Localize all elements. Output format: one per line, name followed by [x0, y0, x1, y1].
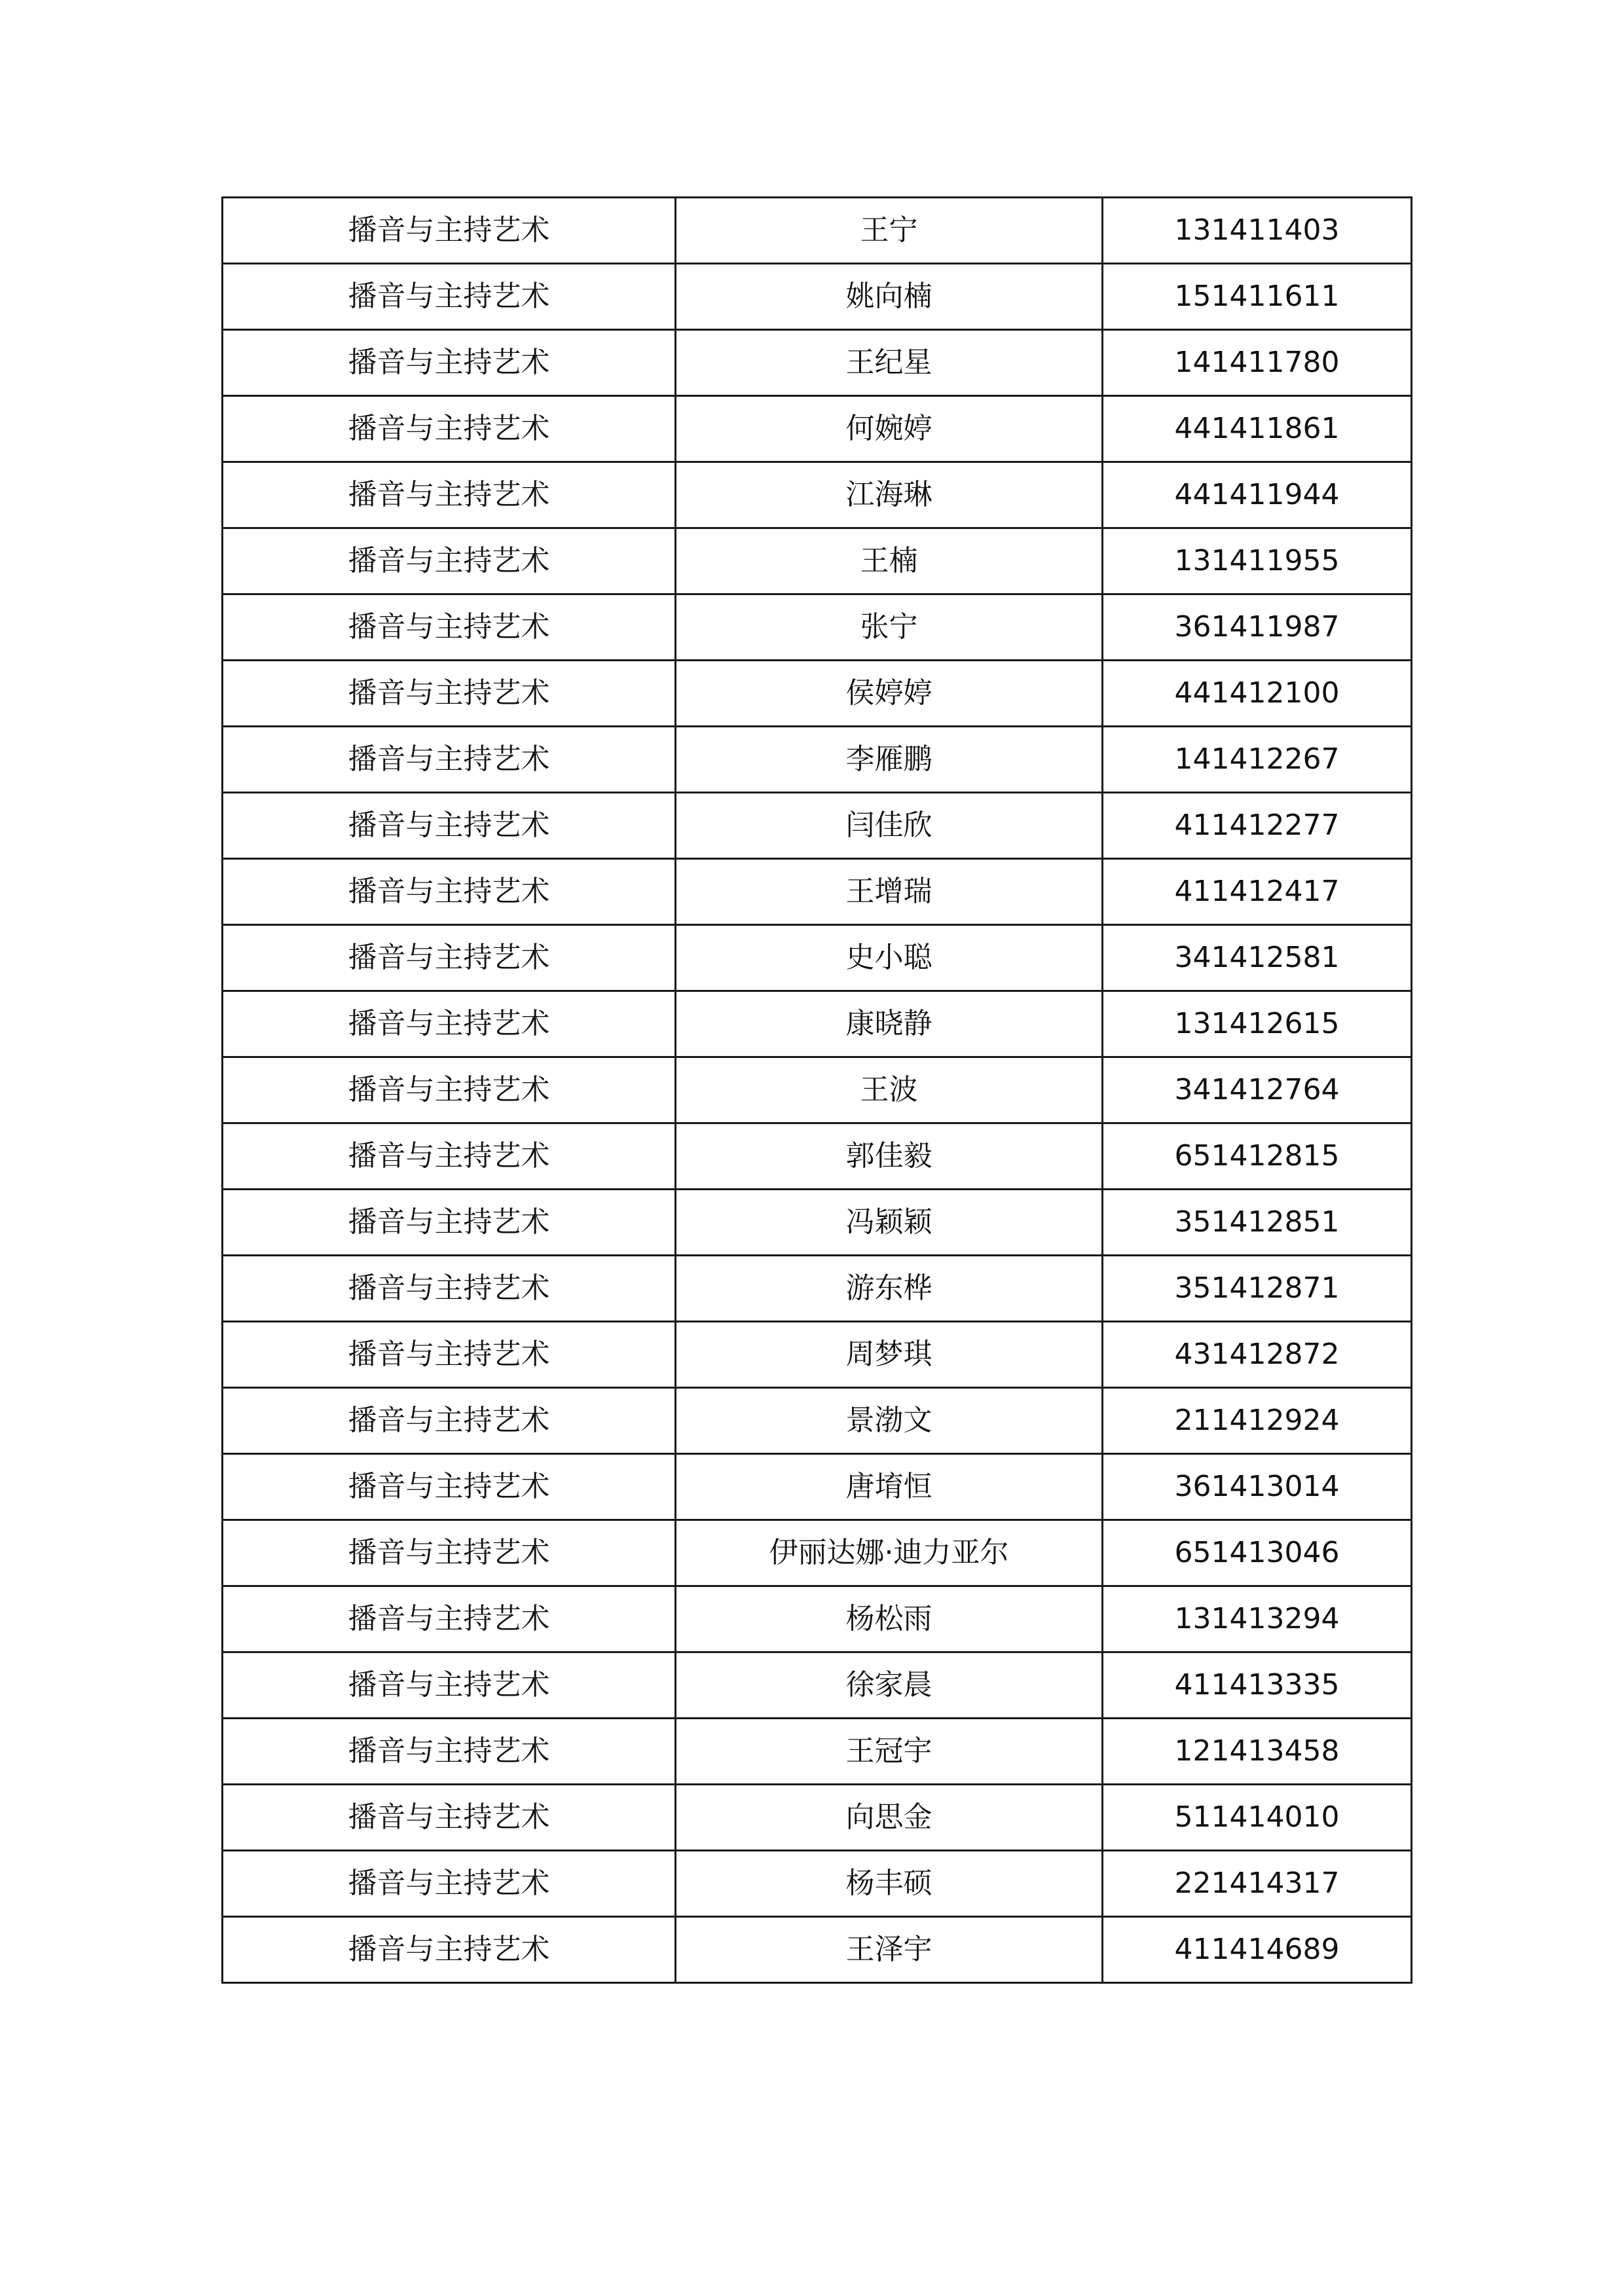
name-cell: 景渤文 — [676, 1388, 1103, 1454]
table-row — [223, 330, 1412, 396]
candidate-id-cell: 411413335 — [1103, 1652, 1412, 1719]
table-row — [223, 396, 1412, 462]
name-cell: 王楠 — [676, 528, 1103, 594]
candidate-id-cell: 441411861 — [1103, 396, 1412, 462]
candidate-id-cell: 511414010 — [1103, 1785, 1412, 1851]
candidate-id-cell: 221414317 — [1103, 1851, 1412, 1917]
major-cell: 播音与主持艺术 — [223, 594, 676, 661]
table-row — [223, 1851, 1412, 1917]
candidate-id-cell: 121413458 — [1103, 1719, 1412, 1785]
major-cell: 播音与主持艺术 — [223, 1851, 676, 1917]
major-cell: 播音与主持艺术 — [223, 1520, 676, 1586]
name-cell: 杨丰硕 — [676, 1851, 1103, 1917]
name-cell: 康晓静 — [676, 991, 1103, 1057]
candidate-id-cell: 341412581 — [1103, 925, 1412, 991]
candidate-id-cell: 341412764 — [1103, 1057, 1412, 1123]
major-cell: 播音与主持艺术 — [223, 1057, 676, 1123]
candidate-id-cell: 651413046 — [1103, 1520, 1412, 1586]
major-cell: 播音与主持艺术 — [223, 1388, 676, 1454]
table-row — [223, 1322, 1412, 1388]
candidate-id-cell: 131411403 — [1103, 198, 1412, 264]
table-row — [223, 1454, 1412, 1520]
major-cell: 播音与主持艺术 — [223, 859, 676, 925]
major-cell: 播音与主持艺术 — [223, 462, 676, 528]
table-row — [223, 1123, 1412, 1190]
table-row — [223, 1256, 1412, 1322]
name-cell: 李雁鹏 — [676, 727, 1103, 793]
major-cell: 播音与主持艺术 — [223, 1190, 676, 1256]
major-cell: 播音与主持艺术 — [223, 396, 676, 462]
table-row — [223, 594, 1412, 661]
table-row — [223, 264, 1412, 330]
name-cell: 史小聪 — [676, 925, 1103, 991]
table-row — [223, 1190, 1412, 1256]
table-row — [223, 727, 1412, 793]
candidate-id-cell: 351412851 — [1103, 1190, 1412, 1256]
name-cell: 王纪星 — [676, 330, 1103, 396]
candidate-id-cell: 411412417 — [1103, 859, 1412, 925]
name-cell: 郭佳毅 — [676, 1123, 1103, 1190]
name-cell: 王泽宇 — [676, 1917, 1103, 1983]
major-cell: 播音与主持艺术 — [223, 264, 676, 330]
candidate-id-cell: 361411987 — [1103, 594, 1412, 661]
major-cell: 播音与主持艺术 — [223, 925, 676, 991]
name-cell: 王宁 — [676, 198, 1103, 264]
table-row — [223, 1785, 1412, 1851]
candidate-id-cell: 131413294 — [1103, 1586, 1412, 1652]
major-cell: 播音与主持艺术 — [223, 330, 676, 396]
name-cell: 姚向楠 — [676, 264, 1103, 330]
name-cell: 闫佳欣 — [676, 793, 1103, 859]
major-cell: 播音与主持艺术 — [223, 1322, 676, 1388]
name-cell: 徐家晨 — [676, 1652, 1103, 1719]
name-cell: 向思金 — [676, 1785, 1103, 1851]
name-cell: 张宁 — [676, 594, 1103, 661]
name-cell: 王波 — [676, 1057, 1103, 1123]
table-row — [223, 1388, 1412, 1454]
table-row — [223, 661, 1412, 727]
candidate-id-cell: 411412277 — [1103, 793, 1412, 859]
major-cell: 播音与主持艺术 — [223, 793, 676, 859]
major-cell: 播音与主持艺术 — [223, 1652, 676, 1719]
candidate-id-cell: 141412267 — [1103, 727, 1412, 793]
major-cell: 播音与主持艺术 — [223, 528, 676, 594]
major-cell: 播音与主持艺术 — [223, 661, 676, 727]
table-row — [223, 991, 1412, 1057]
name-cell: 杨松雨 — [676, 1586, 1103, 1652]
candidate-id-cell: 441412100 — [1103, 661, 1412, 727]
table-row — [223, 462, 1412, 528]
table-row — [223, 859, 1412, 925]
candidate-id-cell: 361413014 — [1103, 1454, 1412, 1520]
candidate-id-cell: 141411780 — [1103, 330, 1412, 396]
major-cell: 播音与主持艺术 — [223, 1454, 676, 1520]
major-cell: 播音与主持艺术 — [223, 1785, 676, 1851]
table-body — [223, 198, 1412, 1983]
name-cell: 王冠宇 — [676, 1719, 1103, 1785]
major-cell: 播音与主持艺术 — [223, 727, 676, 793]
candidate-id-cell: 351412871 — [1103, 1256, 1412, 1322]
table-row — [223, 198, 1412, 264]
name-cell: 伊丽达娜·迪力亚尔 — [676, 1520, 1103, 1586]
table-row — [223, 1520, 1412, 1586]
table-row — [223, 1652, 1412, 1719]
name-cell: 王增瑞 — [676, 859, 1103, 925]
admission-list-table — [221, 196, 1412, 1984]
candidate-id-cell: 651412815 — [1103, 1123, 1412, 1190]
table-row — [223, 1917, 1412, 1983]
name-cell: 冯颖颖 — [676, 1190, 1103, 1256]
major-cell: 播音与主持艺术 — [223, 1123, 676, 1190]
candidate-id-cell: 431412872 — [1103, 1322, 1412, 1388]
candidate-id-cell: 131411955 — [1103, 528, 1412, 594]
major-cell: 播音与主持艺术 — [223, 1719, 676, 1785]
major-cell: 播音与主持艺术 — [223, 1256, 676, 1322]
name-cell: 周梦琪 — [676, 1322, 1103, 1388]
name-cell: 唐堉恒 — [676, 1454, 1103, 1520]
name-cell: 游东桦 — [676, 1256, 1103, 1322]
table-row — [223, 793, 1412, 859]
table-row — [223, 528, 1412, 594]
candidate-id-cell: 411414689 — [1103, 1917, 1412, 1983]
table-row — [223, 1719, 1412, 1785]
major-cell: 播音与主持艺术 — [223, 1917, 676, 1983]
table-row — [223, 1057, 1412, 1123]
name-cell: 江海琳 — [676, 462, 1103, 528]
candidate-id-cell: 441411944 — [1103, 462, 1412, 528]
table-row — [223, 1586, 1412, 1652]
major-cell: 播音与主持艺术 — [223, 1586, 676, 1652]
name-cell: 侯婷婷 — [676, 661, 1103, 727]
name-cell: 何婉婷 — [676, 396, 1103, 462]
table-row — [223, 925, 1412, 991]
candidate-id-cell: 131412615 — [1103, 991, 1412, 1057]
major-cell: 播音与主持艺术 — [223, 198, 676, 264]
candidate-id-cell: 211412924 — [1103, 1388, 1412, 1454]
major-cell: 播音与主持艺术 — [223, 991, 676, 1057]
candidate-id-cell: 151411611 — [1103, 264, 1412, 330]
